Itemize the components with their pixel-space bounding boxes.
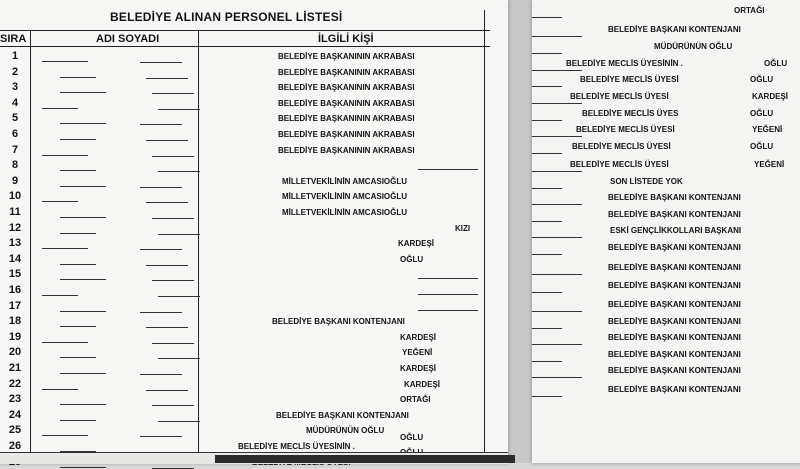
name-redaction-line — [152, 405, 194, 406]
name-redaction-line — [158, 234, 200, 235]
row-number: 26 — [8, 440, 22, 452]
name-redaction-line — [60, 170, 96, 171]
name-redaction-line — [140, 124, 182, 125]
name-redaction-line — [152, 218, 194, 219]
row-number: 5 — [11, 112, 19, 125]
name-redaction-line — [42, 295, 78, 296]
name-redaction-line — [140, 249, 182, 250]
related-person: ORTAĞI — [400, 395, 431, 405]
name-redaction-line — [146, 390, 188, 391]
row-suffix: OĞLU — [750, 75, 774, 84]
row-suffix: OĞLU — [400, 433, 424, 442]
related-person: BELEDİYE BAŞKANININ AKRABASI — [278, 98, 415, 108]
row-suffix: YEĞENİ — [752, 125, 783, 134]
related-person: BELEDİYE BAŞKANI KONTENJANI — [608, 281, 741, 290]
related-person: BELEDİYE BAŞKANI KONTENJANI — [608, 350, 741, 359]
related-person: KIZI — [455, 223, 471, 233]
col-divider-1 — [30, 30, 31, 455]
row-suffix: OĞLU — [750, 142, 774, 151]
name-redaction-line — [532, 377, 582, 378]
related-person: BELEDİYE BAŞKANI KONTENJANI — [608, 317, 741, 326]
related-person: MÜDÜRÜNÜN OĞLU — [306, 426, 385, 436]
page-gap — [508, 0, 532, 463]
related-person: BELEDİYE BAŞKANI KONTENJANI — [608, 210, 741, 219]
related-person: BELEDİYE BAŞKANININ AKRABASI — [278, 67, 415, 77]
related-person: ORTAĞI — [734, 6, 765, 15]
related-person: BELEDİYE MECLİS ÜYESİ — [576, 125, 675, 134]
name-redaction-line — [140, 374, 182, 375]
header-sira: SIRA — [0, 33, 27, 45]
related-person: BELEDİYE BAŞKANI KONTENJANI — [608, 333, 741, 342]
name-redaction-line — [532, 328, 562, 329]
row-number: 1 — [11, 50, 19, 62]
name-redaction-line — [60, 311, 106, 312]
name-redaction-line — [532, 171, 582, 172]
row-number: 18 — [8, 315, 22, 328]
related-person: BELEDİYE MECLİS ÜYESİNİN . — [566, 59, 683, 68]
related-person: MİLLETVEKİLİNİN AMCASIOĞLU — [282, 192, 408, 202]
related-person: BELEDİYE BAŞKANI KONTENJANI — [608, 385, 741, 394]
name-redaction-line — [42, 248, 88, 249]
related-person: MÜDÜRÜNÜN OĞLU — [654, 42, 733, 51]
name-redaction-line — [42, 201, 78, 202]
related-person: YEĞENİ — [402, 348, 433, 358]
related-person: BELEDİYE MECLİS ÜYESİ — [580, 75, 679, 84]
row-number: 6 — [11, 128, 19, 140]
name-redaction-line — [532, 311, 582, 312]
name-redaction-line — [42, 61, 88, 62]
related-person: BELEDİYE BAŞKANI KONTENJANI — [608, 193, 741, 202]
name-redaction-line — [42, 155, 88, 156]
row-number: 9 — [11, 174, 19, 187]
name-redaction-line — [532, 204, 582, 205]
name-redaction-line — [146, 202, 188, 203]
related-person: BELEDİYE BAŞKANI KONTENJANI — [608, 263, 741, 272]
name-redaction-line — [60, 233, 96, 234]
right-document-page — [532, 0, 800, 463]
name-redaction-line — [532, 70, 582, 71]
name-redaction-line — [60, 139, 96, 140]
name-redaction-line — [60, 123, 106, 124]
related-person: BELEDİYE BAŞKANI KONTENJANI — [272, 317, 405, 327]
name-redaction-line — [158, 109, 200, 110]
row-number: 17 — [8, 299, 22, 312]
row-number: 23 — [8, 393, 22, 406]
row-number: 20 — [8, 346, 22, 359]
right-border — [484, 10, 485, 455]
name-redaction-line — [42, 389, 78, 390]
name-redaction-line — [146, 140, 188, 141]
name-redaction-line — [60, 373, 106, 374]
related-person: BELEDİYE BAŞKANININ AKRABASI — [278, 145, 415, 155]
name-redaction-line — [158, 421, 200, 422]
row-number: 19 — [8, 330, 22, 343]
row-number: 12 — [8, 221, 22, 234]
name-redaction-line — [140, 312, 182, 313]
row-number: 3 — [11, 81, 19, 94]
row-number: 10 — [8, 190, 22, 203]
name-redaction-line — [532, 292, 562, 293]
name-redaction-line — [60, 357, 96, 358]
name-redaction-line — [532, 53, 562, 54]
name-redaction-line — [532, 136, 582, 137]
name-redaction-line — [532, 361, 562, 362]
row-number: 13 — [8, 237, 22, 250]
row-number: 25 — [8, 424, 22, 437]
related-person: ESKİ GENÇLİKKOLLARI BAŞKANI — [610, 226, 742, 235]
header-top-line — [0, 30, 490, 31]
row-number: 8 — [11, 159, 19, 172]
row-number: 22 — [8, 377, 22, 390]
name-redaction-line — [532, 103, 582, 104]
related-person: BELEDİYE MECLİS ÜYESİNİN . — [238, 442, 355, 451]
row-number: 14 — [8, 252, 22, 265]
name-redaction-line — [532, 274, 582, 275]
name-redaction-line — [140, 436, 182, 437]
name-redaction-line — [158, 171, 200, 172]
row-suffix: OĞLU — [750, 109, 774, 118]
related-person: BELEDİYE MECLİS ÜYES — [582, 109, 679, 118]
header-ilgili-kisi: İLGİLİ KİŞİ — [318, 33, 374, 45]
related-person: BELEDİYE BAŞKANININ AKRABASI — [278, 130, 415, 139]
name-redaction-line — [532, 254, 562, 255]
name-redaction-line — [60, 404, 106, 405]
row-number: 2 — [11, 65, 19, 78]
related-person: BELEDİYE BAŞKANININ AKRABASI — [278, 52, 415, 61]
name-redaction-line — [146, 265, 188, 266]
name-redaction-line — [532, 17, 562, 18]
name-redaction-line — [158, 296, 200, 297]
name-redaction-line — [152, 343, 194, 344]
row-number: 24 — [8, 408, 22, 421]
name-redaction-line — [60, 467, 106, 468]
name-redaction-line — [140, 62, 182, 63]
name-redaction-line — [42, 108, 78, 109]
name-redaction-line — [532, 344, 582, 345]
related-person: BELEDİYE BAŞKANI KONTENJANI — [608, 300, 741, 309]
related-person: BELEDİYE BAŞKANI KONTENJANI — [276, 410, 409, 420]
name-redaction-line — [146, 78, 188, 79]
name-redaction-line — [60, 77, 96, 78]
name-redaction-line — [152, 156, 194, 157]
row-number: 11 — [9, 206, 21, 218]
relation-redaction-line — [418, 169, 478, 170]
name-redaction-line — [60, 420, 96, 421]
name-redaction-line — [152, 468, 194, 469]
related-person: KARDEŞİ — [404, 379, 441, 389]
name-redaction-line — [532, 221, 562, 222]
row-number: 4 — [11, 96, 19, 109]
name-redaction-line — [140, 187, 182, 188]
name-redaction-line — [60, 186, 106, 187]
name-redaction-line — [60, 217, 106, 218]
related-person: MİLLETVEKİLİNİN AMCASIOĞLU — [282, 176, 408, 186]
related-person: KARDEŞİ — [400, 332, 437, 342]
row-suffix: OĞLU — [764, 59, 788, 68]
related-person: BELEDİYE MECLİS ÜYESİ — [572, 142, 671, 151]
related-person: SON LİSTEDE YOK — [610, 177, 683, 186]
related-person: OĞLU — [400, 254, 424, 264]
related-person: KARDEŞİ — [400, 364, 437, 373]
name-redaction-line — [42, 435, 88, 436]
name-redaction-line — [532, 396, 562, 397]
related-person: BELEDİYE BAŞKANI KONTENJANI — [608, 25, 741, 34]
name-redaction-line — [60, 264, 96, 265]
related-person: MİLLETVEKİLİNİN AMCASIOĞLU — [282, 208, 408, 217]
name-redaction-line — [532, 36, 582, 37]
name-redaction-line — [152, 280, 194, 281]
row-suffix: YEĞENİ — [754, 160, 785, 169]
row-number: 21 — [8, 362, 22, 374]
name-redaction-line — [532, 120, 562, 121]
related-person: BELEDİYE BAŞKANININ AKRABASI — [278, 114, 415, 124]
name-redaction-line — [60, 92, 106, 93]
name-redaction-line — [152, 93, 194, 94]
relation-redaction-line — [418, 310, 478, 311]
name-redaction-line — [532, 86, 562, 87]
name-redaction-line — [158, 358, 200, 359]
name-redaction-line — [532, 153, 562, 154]
name-redaction-line — [146, 327, 188, 328]
document-title: BELEDİYE ALINAN PERSONEL LİSTESİ — [110, 10, 343, 24]
name-redaction-line — [532, 188, 562, 189]
name-redaction-line — [532, 237, 582, 238]
header-adi-soyadi: ADI SOYADI — [96, 33, 160, 45]
related-person: BELEDİYE MECLİS ÜYESİ — [570, 92, 669, 101]
row-number: 15 — [8, 268, 22, 281]
name-redaction-line — [42, 342, 88, 343]
page-bottom-shadow — [215, 455, 515, 463]
row-number: 16 — [8, 284, 22, 296]
related-person: BELEDİYE BAŞKANI KONTENJANI — [608, 366, 741, 375]
row-suffix: KARDEŞİ — [752, 92, 789, 101]
row-number: 7 — [11, 143, 19, 156]
relation-redaction-line — [418, 294, 478, 295]
related-person: BELEDİYE MECLİS ÜYESİ — [570, 160, 669, 169]
header-bottom-line — [0, 46, 490, 47]
name-redaction-line — [60, 279, 106, 280]
related-person: BELEDİYE BAŞKANININ AKRABASI — [278, 83, 415, 93]
relation-redaction-line — [418, 278, 478, 279]
col-divider-2 — [198, 30, 199, 455]
related-person: KARDEŞİ — [398, 239, 435, 249]
name-redaction-line — [60, 326, 96, 327]
related-person: BELEDİYE BAŞKANI KONTENJANI — [608, 243, 741, 252]
